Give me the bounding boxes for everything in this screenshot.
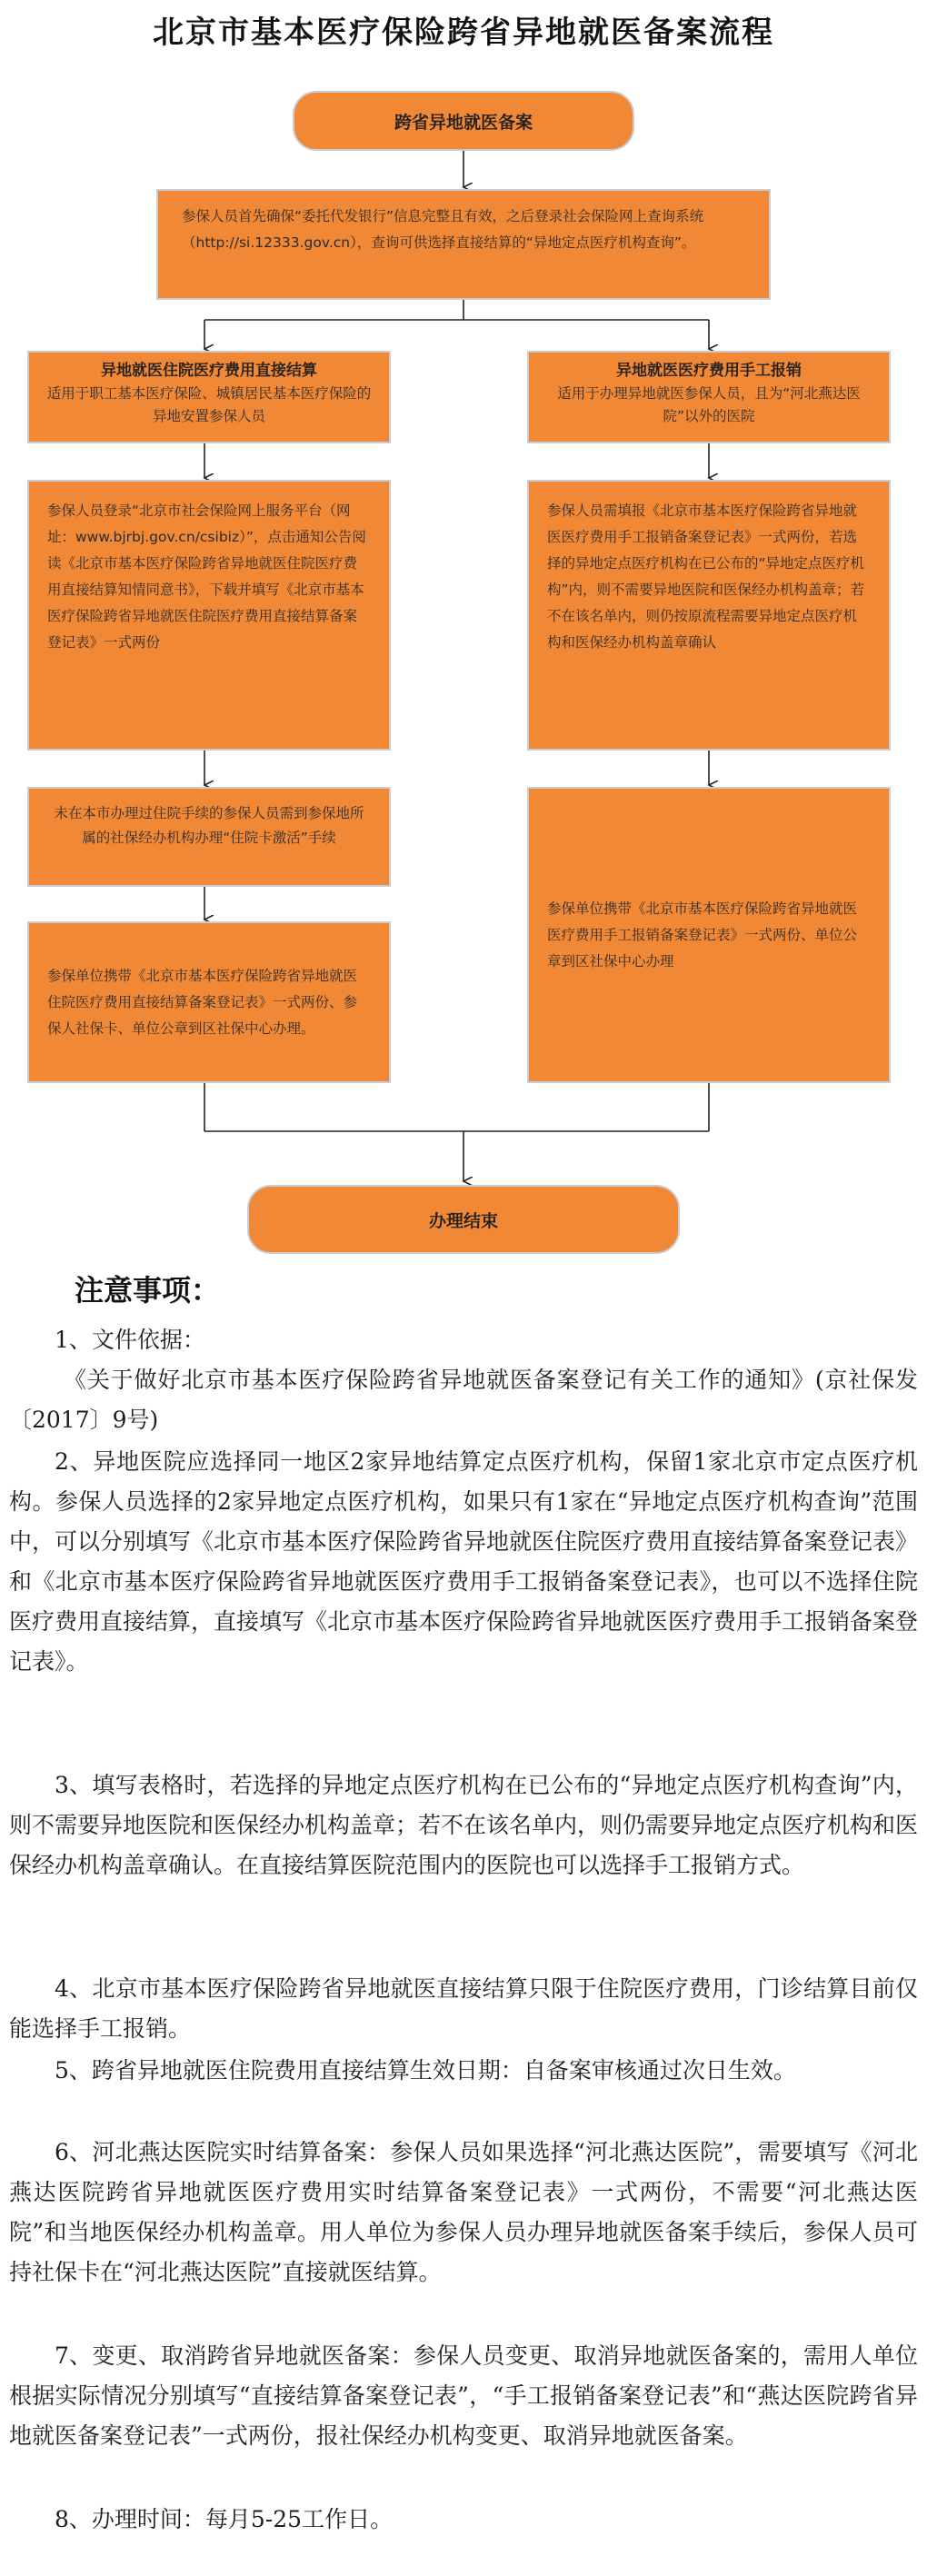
right-step1-text: 参保人员需填报《北京市基本医疗保险跨省异地就医医疗费用手工报销备案登记表》一式两份，若选择的异地定点医疗机构在已公布的“异地定点医疗机构”内，则不需要异地医院和医保经办机构盖章；若不在该名单内，则仍按原流程需要异地定点医疗机构和医保经办机构盖章确认 xyxy=(547,502,865,651)
left-step2-box xyxy=(27,787,391,887)
start-box xyxy=(293,91,634,151)
notes-title: 注意事项： xyxy=(75,1273,221,1308)
note-paragraph: 3、填写表格时，若选择的异地定点医疗机构在已公布的“异地定点医疗机构查询”内，则不需要异地医院和医保经办机构盖章；若不在该名单内，则仍需要异地定点医疗机构和医保经办机构盖章确认。在直接结算医院范围内的医院也可以选择手工报销方式。 xyxy=(9,1772,919,1878)
right-heading-box xyxy=(527,351,891,443)
note-paragraph: 7、变更、取消跨省异地就医备案：参保人员变更、取消异地就医备案的，需用人单位根据实际情况分别填写“直接结算备案登记表”，“手工报销备案登记表”和“燕达医院跨省异地就医备案登记表”一式两份，报社保经办机构变更、取消异地就医备案。 xyxy=(9,2342,918,2449)
right-heading-desc: 适用于办理异地就医参保人员，且为“河北燕达医院”以外的医院 xyxy=(557,385,861,424)
intro-text: 参保人员首先确保“委托代发银行”信息完整且有效，之后登录社会保险网上查询系统（http://si.12333.gov.cn），查询可供选择直接结算的“异地定点医疗机构查询”。 xyxy=(182,208,704,251)
right-heading: 异地就医医疗费用手工报销 xyxy=(616,362,802,380)
note-paragraph: 8、办理时间：每月5-25工作日。 xyxy=(55,2506,394,2532)
note-paragraph: 1、文件依据： xyxy=(55,1327,205,1353)
page-title: 北京市基本医疗保险跨省异地就医备案流程 xyxy=(153,15,774,51)
left-step1-box xyxy=(27,480,391,751)
left-heading-box xyxy=(27,351,391,443)
flowchart xyxy=(0,0,927,1263)
left-step1-text: 参保人员登录“北京市社会保险网上服务平台（网址：www.bjrbj.gov.cn/csibiz）”，点击通知公告阅读《北京市基本医疗保险跨省异地就医住院医疗费用直接结算知情同意书》，下载并填写《北京市基本医疗保险跨省异地就医住院医疗费用直接结算备案登记表》一式两份 xyxy=(47,502,366,651)
left-heading-desc: 适用于职工基本医疗保险、城镇居民基本医疗保险的异地安置参保人员 xyxy=(46,385,372,424)
note-paragraph: 4、北京市基本医疗保险跨省异地就医直接结算只限于住院医疗费用，门诊结算目前仅能选择手工报销。 xyxy=(9,1975,918,2042)
note-paragraph: 2、异地医院应选择同一地区2家异地结算定点医疗机构，保留1家北京市定点医疗机构。参保人员选择的2家异地定点医疗机构，如果只有1家在“异地定点医疗机构查询”范围中，可以分别填写《北京市基本医疗保险跨省异地就医住院医疗费用直接结算备案登记表》和《北京市基本医疗保险跨省异地就医医疗费用手工报销备案登记表》，也可以不选择住院医疗费用直接结算，直接填写《北京市基本医疗保险跨省异地就医医疗费用手工报销备案登记表》。 xyxy=(9,1448,919,1675)
left-heading: 异地就医住院医疗费用直接结算 xyxy=(101,362,317,380)
left-step3-box xyxy=(27,921,391,1083)
note-paragraph: 6、河北燕达医院实时结算备案：参保人员如果选择“河北燕达医院”，需要填写《河北燕达医院跨省异地就医医疗费用实时结算备案登记表》一式两份，不需要“河北燕达医院”和当地医保经办机构盖章。用人单位为参保人员办理异地就医备案手续后，参保人员可持社保卡在“河北燕达医院”直接就医结算。 xyxy=(9,2139,918,2285)
end-box xyxy=(247,1185,680,1254)
end-label: 办理结束 xyxy=(428,1210,498,1231)
note-paragraph: 5、跨省异地就医住院费用直接结算生效日期：自备案审核通过次日生效。 xyxy=(55,2057,796,2084)
right-step2-box xyxy=(527,787,891,1083)
right-step2-text: 参保单位携带《北京市基本医疗保险跨省异地就医医疗费用手工报销备案登记表》一式两份、单位公章到区社保中心办理 xyxy=(547,900,858,970)
right-step1-box xyxy=(527,480,891,751)
note-paragraph: 《关于做好北京市基本医疗保险跨省异地就医备案登记有关工作的通知》(京社保发〔2017〕9号) xyxy=(9,1367,918,1433)
left-step3-text: 参保单位携带《北京市基本医疗保险跨省异地就医住院医疗费用直接结算备案登记表》一式两份、参保人社保卡、单位公章到区社保中心办理。 xyxy=(47,967,358,1037)
start-label: 跨省异地就医备案 xyxy=(394,112,533,133)
left-step2-text: 未在本市办理过住院手续的参保人员需到参保地所属的社保经办机构办理“住院卡激活”手续 xyxy=(54,805,364,846)
intro-box xyxy=(156,189,771,300)
